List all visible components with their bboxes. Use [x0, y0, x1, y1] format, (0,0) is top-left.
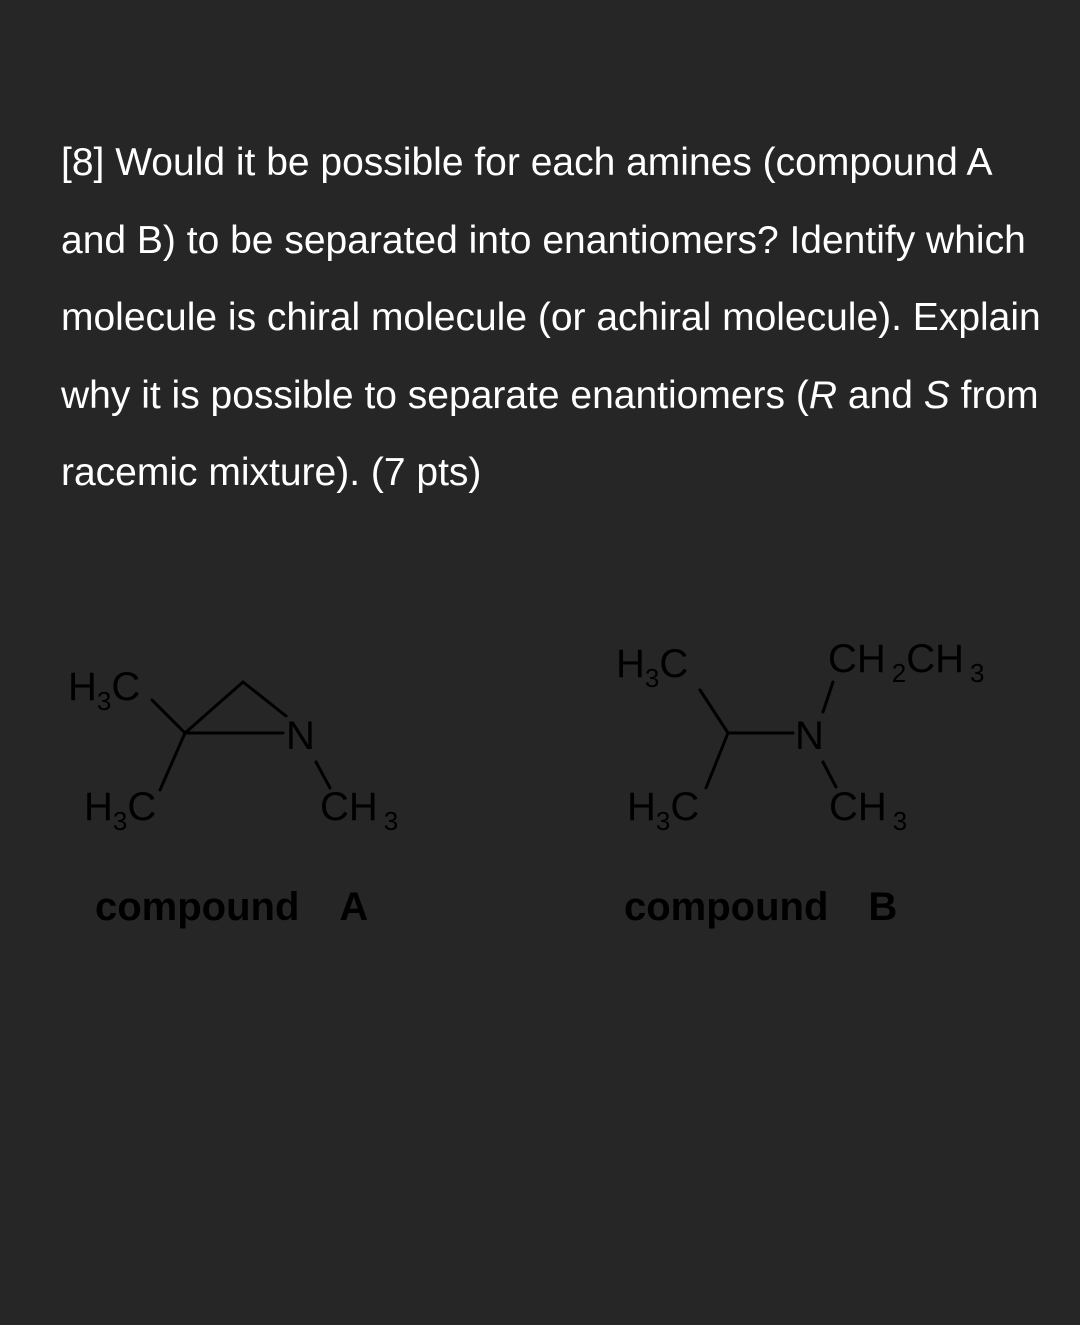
s-label: S	[923, 373, 950, 417]
compound-b-h3c-top: $H_3C$	[616, 642, 689, 693]
compound-a-ch3: CH $_3$	[320, 785, 399, 836]
question-and: and	[837, 373, 924, 417]
bond-b-h3c-bottom	[706, 733, 728, 788]
bond-b-h3c-top	[700, 690, 728, 733]
bond-a-h3c-bottom	[160, 733, 185, 790]
compound-a-caption: compound A	[95, 885, 369, 929]
compound-b-ch3: CH $_3$	[829, 785, 908, 836]
compound-b-ch2ch3: CH $_2$CH $_3$	[828, 637, 985, 688]
compound-structures	[0, 600, 1080, 960]
compound-b-h3c-bottom: $H_3C$	[627, 785, 700, 836]
question-part1: [8] Would it be possible for each amines (compound A and B) to be separated into enantiomers? Identify which molecule is chiral molecule (or achiral molecule). Explain why it is possible to separate enantiomers (	[61, 141, 1041, 417]
compound-b-structure	[616, 637, 985, 929]
r-label: R	[808, 373, 838, 417]
bond-a-ring-down	[243, 682, 286, 716]
bond-a-h3c-top	[152, 700, 185, 733]
compound-a-n: N	[286, 714, 315, 758]
question-part2: from racemic mixture). (7 pts)	[61, 373, 1039, 494]
bond-b-n-ch3	[823, 762, 836, 787]
compound-b-n: N	[795, 714, 824, 758]
bond-a-ring-up	[185, 682, 243, 733]
bond-b-n-ethyl	[823, 682, 833, 712]
compound-b-caption: compound B	[624, 885, 898, 929]
compound-a-h3c-bottom: $H_3C$	[84, 785, 157, 836]
compound-a-structure	[68, 665, 398, 929]
compound-a-h3c-top: $H_3C$	[68, 665, 141, 716]
question-text	[61, 124, 1041, 512]
